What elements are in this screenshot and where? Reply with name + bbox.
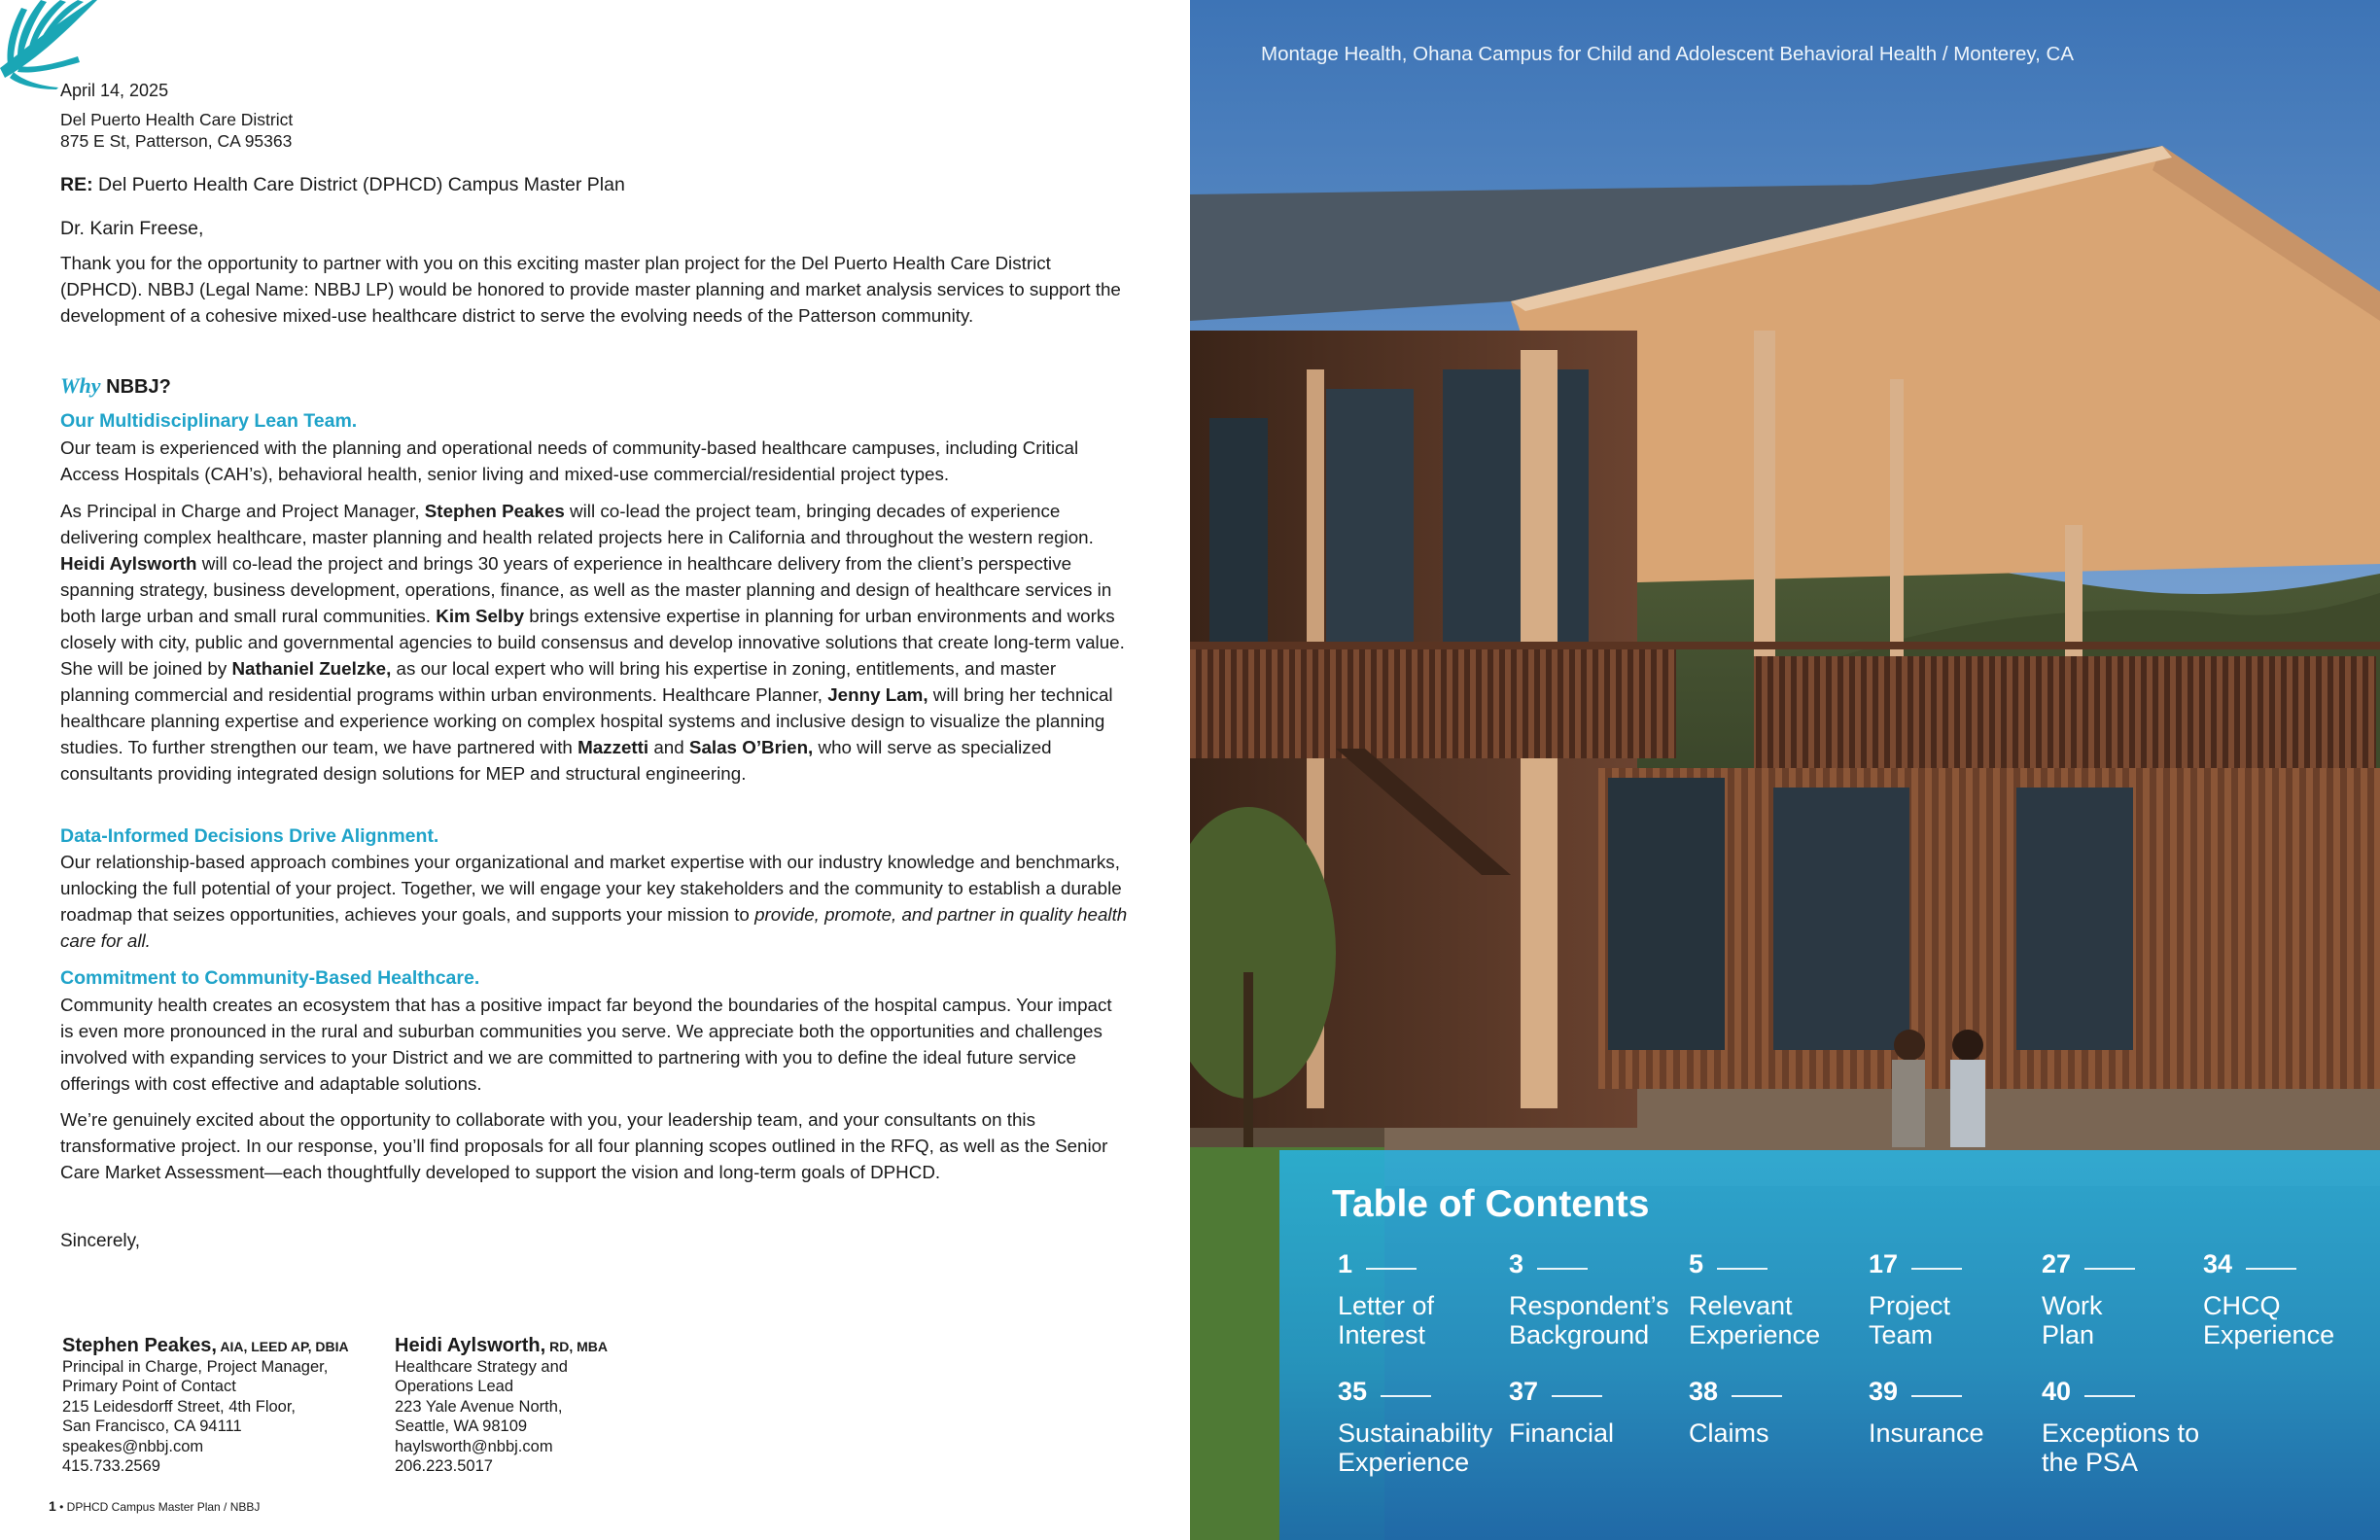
toc-rule <box>1911 1268 1962 1270</box>
page-footer <box>49 1498 260 1514</box>
signature-block <box>62 1336 383 1477</box>
re-text: Del Puerto Health Care District (DPHCD) Campus Master Plan <box>92 174 625 195</box>
signatory-address: 223 Yale Avenue North, <box>395 1397 563 1416</box>
text-run: will co-lead the project team, bringing decades of experience delivering complex healthcare, master planning and health related projects here in California and throughout the western region. <box>60 501 1094 547</box>
signatory-email[interactable]: haylsworth@nbbj.com <box>395 1437 553 1455</box>
text-run: will bring her technical healthcare planning expertise and experience working on complex hospital systems and inclusive design to visualize the planning studies. To further strengthen our team, we have partnered with <box>60 684 1113 757</box>
signatory-role: Principal in Charge, Project Manager, <box>62 1357 329 1376</box>
partner-name: Salas O’Brien, <box>688 737 814 757</box>
toc-label-line: Team <box>1869 1320 1934 1349</box>
text-run: brings extensive expertise in planning for urban environments and works closely with city, public and governmental agencies to build consensus and develop innovative solutions that create long-term value. She will be joined by <box>60 606 1125 679</box>
person-name: Jenny Lam, <box>827 684 928 705</box>
text-run: who will serve as specialized consultants providing integrated design solutions for MEP and structural engineering. <box>60 737 1052 784</box>
toc-label <box>1689 1418 1782 1448</box>
toc-label-line: Experience <box>1338 1448 1470 1477</box>
toc-rule <box>1537 1268 1588 1270</box>
toc-rule <box>2246 1268 2296 1270</box>
footer-separator: • <box>55 1500 67 1514</box>
recipient-address <box>60 109 1130 152</box>
text-run: Our relationship-based approach combines your organizational and market expertise with our industry knowledge and benchmarks, unlocking the full potential of your project. Together, we will engage your key stakeholders and the community to establish a durable roadmap that seizes opportunities, achieves your goals, and supports your mission to <box>60 852 1122 925</box>
team-detail-paragraph <box>60 498 1130 787</box>
toc-label-line: Project <box>1869 1291 1951 1320</box>
signatory-role: Healthcare Strategy and <box>395 1357 568 1376</box>
toc-label-line: Sustainability <box>1338 1418 1493 1448</box>
toc-label-line: Financial <box>1509 1418 1615 1448</box>
toc-item[interactable] <box>1509 1249 1669 1349</box>
signature-block <box>395 1336 716 1477</box>
toc-label <box>1509 1418 1614 1448</box>
toc-label-line: the PSA <box>2042 1448 2139 1477</box>
toc-label-line: Experience <box>1689 1320 1821 1349</box>
toc-label <box>1689 1291 1820 1349</box>
toc-label <box>2042 1418 2199 1477</box>
sign-off: Sincerely, <box>60 1231 141 1251</box>
person-name: Heidi Aylsworth <box>60 553 197 574</box>
toc-rule <box>1732 1395 1782 1397</box>
toc-label-line: Experience <box>2203 1320 2335 1349</box>
signatory-role: Operations Lead <box>395 1378 514 1395</box>
toc-label <box>1869 1418 1984 1448</box>
person-name: Kim Selby <box>436 606 525 626</box>
toc-rule <box>1381 1395 1431 1397</box>
section-heading-team: Our Multidisciplinary Lean Team. <box>60 410 358 432</box>
signatory-credentials: RD, MBA <box>545 1339 608 1354</box>
why-script: Why <box>60 373 101 398</box>
re-label: RE: <box>60 174 93 195</box>
signatory-email[interactable]: speakes@nbbj.com <box>62 1437 204 1455</box>
toc-rule <box>1366 1268 1417 1270</box>
toc-label <box>1869 1291 1962 1349</box>
toc-page-number: 35 <box>1338 1377 1368 1406</box>
signatory-address: 215 Leidesdorff Street, 4th Floor, <box>62 1397 297 1416</box>
toc-label <box>1509 1291 1669 1349</box>
toc-label <box>1338 1418 1492 1477</box>
toc-item[interactable] <box>2042 1377 2199 1477</box>
page-number: 1 <box>49 1498 56 1514</box>
table-of-contents <box>1279 1150 2380 1540</box>
address-line: Del Puerto Health Care District <box>60 110 294 129</box>
community-paragraph: Community health creates an ecosystem that has a positive impact far beyond the boundaries of the hospital campus. Your impact is even more pronounced in the rural and suburban communities you serve. We appreciate both the opportunities and challenges involved with expanding services to your District and we are committed to partnering with you to define the ideal future service offerings with cost effective and adaptable solutions. <box>60 995 1112 1094</box>
toc-label <box>2203 1291 2334 1349</box>
text-run: and <box>648 737 689 757</box>
mission-quote: provide, promote, and partner in quality health care for all. <box>60 904 1128 951</box>
subject-line <box>60 172 1130 198</box>
letter-date: April 14, 2025 <box>60 81 169 100</box>
toc-label-line: Plan <box>2042 1320 2095 1349</box>
signatory-credentials: AIA, LEED AP, DBIA <box>216 1339 349 1354</box>
toc-label <box>1338 1291 1434 1349</box>
palm-leaf-icon <box>0 0 97 89</box>
signatory-role: Primary Point of Contact <box>62 1378 236 1395</box>
toc-label-line: Exceptions to <box>2042 1418 2200 1448</box>
toc-rule <box>1911 1395 1962 1397</box>
toc-page-number: 40 <box>2042 1377 2072 1406</box>
toc-rule <box>1552 1395 1602 1397</box>
signatory-address: San Francisco, CA 94111 <box>62 1418 242 1435</box>
text-run: will co-lead the project and brings 30 years of experience in healthcare delivery from the client’s perspective spanning strategy, business development, operations, finance, as well as the master planning and design of healthcare services in both large urban and small rural communities. <box>60 553 1112 626</box>
why-rest: NBBJ? <box>100 376 171 398</box>
team-paragraph: Our team is experienced with the planning and operational needs of community-based healthcare campuses, including Critical Access Hospitals (CAH’s), behavioral health, senior living and mixed-use commercial/residential project types. <box>60 438 1079 484</box>
partner-name: Mazzetti <box>578 737 649 757</box>
toc-page-number: 37 <box>1509 1377 1539 1406</box>
text-run: as our local expert who will bring his expertise in zoning, entitlements, and master planning commercial and residential programs within urban environments. Healthcare Planner, <box>60 658 1057 705</box>
data-paragraph <box>60 849 1130 954</box>
closing-paragraph: We’re genuinely excited about the opportunity to collaborate with you, your leadership team, and your consultants on this transformative project. In our response, you’ll find proposals for all four planning scopes outlined in the RFQ, as well as the Senior Care Market Assessment—each thoughtfully developed to support the vision and long-term goals of DPHCD. <box>60 1109 1108 1182</box>
toc-item[interactable] <box>1689 1249 1820 1349</box>
toc-page-number: 27 <box>2042 1249 2072 1278</box>
toc-title: Table of Contents <box>1332 1183 1650 1225</box>
footer-text: DPHCD Campus Master Plan / NBBJ <box>66 1500 261 1514</box>
text-run: As Principal in Charge and Project Manager, <box>60 501 425 521</box>
toc-item[interactable] <box>1689 1377 1782 1448</box>
toc-label <box>2042 1291 2135 1349</box>
toc-item[interactable] <box>1509 1377 1614 1448</box>
toc-label-line: Interest <box>1338 1320 1426 1349</box>
toc-rule <box>2084 1268 2135 1270</box>
toc-item[interactable] <box>2042 1249 2135 1349</box>
toc-label-line: Background <box>1509 1320 1650 1349</box>
toc-label-line: Work <box>2042 1291 2103 1320</box>
toc-page-number: 17 <box>1869 1249 1899 1278</box>
section-heading-data: Data-Informed Decisions Drive Alignment. <box>60 825 439 847</box>
toc-label-line: Insurance <box>1869 1418 1984 1448</box>
address-line: 875 E St, Patterson, CA 95363 <box>60 131 293 151</box>
toc-label-line: Claims <box>1689 1418 1769 1448</box>
toc-item[interactable] <box>1869 1249 1962 1349</box>
photo-page <box>1190 0 2380 1540</box>
signatory-name: Heidi Aylsworth, <box>395 1335 546 1356</box>
person-name: Nathaniel Zuelzke, <box>231 658 392 679</box>
toc-page-number: 3 <box>1509 1249 1524 1278</box>
signatory-phone: 206.223.5017 <box>395 1457 493 1475</box>
toc-page-number: 1 <box>1338 1249 1353 1278</box>
section-heading-community: Commitment to Community-Based Healthcare. <box>60 967 480 989</box>
signatory-phone: 415.733.2569 <box>62 1457 160 1475</box>
signatory-address: Seattle, WA 98109 <box>395 1418 528 1435</box>
toc-page-number: 39 <box>1869 1377 1899 1406</box>
toc-label-line: Respondent’s <box>1509 1291 1669 1320</box>
salutation: Dr. Karin Freese, <box>60 218 204 239</box>
toc-page-number: 5 <box>1689 1249 1704 1278</box>
toc-page-number: 38 <box>1689 1377 1719 1406</box>
toc-label-line: Relevant <box>1689 1291 1793 1320</box>
toc-item[interactable] <box>1338 1249 1434 1349</box>
toc-item[interactable] <box>1869 1377 1984 1448</box>
intro-paragraph: Thank you for the opportunity to partner with you on this exciting master plan project for the Del Puerto Health Care District (DPHCD). NBBJ (Legal Name: NBBJ LP) would be honored to provide master planning and market analysis services to support the development of a cohesive mixed-use healthcare district to serve the evolving needs of the Patterson community. <box>60 253 1121 326</box>
toc-rule <box>1717 1268 1768 1270</box>
photo-caption: Montage Health, Ohana Campus for Child and Adolescent Behavioral Health / Monterey, CA <box>1261 43 2075 65</box>
toc-page-number: 34 <box>2203 1249 2233 1278</box>
toc-label-line: Letter of <box>1338 1291 1435 1320</box>
why-heading <box>60 372 1130 401</box>
toc-item[interactable] <box>1338 1377 1492 1477</box>
signatory-name: Stephen Peakes, <box>62 1335 217 1356</box>
person-name: Stephen Peakes <box>424 501 565 521</box>
toc-label-line: CHCQ <box>2203 1291 2281 1320</box>
toc-item[interactable] <box>2203 1249 2334 1349</box>
toc-rule <box>2084 1395 2135 1397</box>
